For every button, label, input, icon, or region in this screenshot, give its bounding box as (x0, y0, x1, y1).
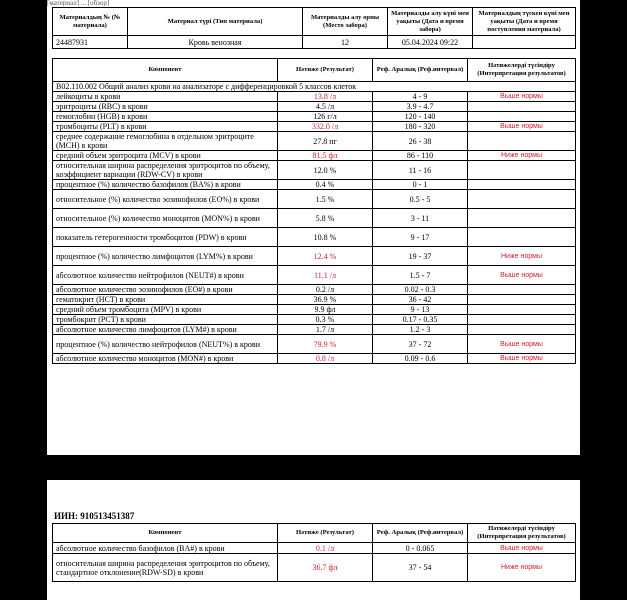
reference-range: 0.09 - 0.6 (373, 354, 468, 364)
component-name: среднее содержание гемоглобина в отдельном эритроците (MCH) в крови (53, 132, 278, 151)
table-row (53, 285, 576, 295)
table-row (53, 190, 576, 209)
reference-range: 120 - 140 (373, 112, 468, 122)
component-name: показатель гетерогенности тромбоцитов (PDW) в крови (53, 228, 278, 247)
component-name: лейкоциты в крови (53, 92, 278, 102)
col-ref-2: Реф. Аралық (Реф.интервал) (373, 524, 468, 543)
table-row (53, 209, 576, 228)
component-name: абсолютное количество лимфоцитов (LYM#) в крови (53, 325, 278, 335)
table-row (53, 295, 576, 305)
interpretation-note (468, 295, 576, 305)
interpretation-note (468, 209, 576, 228)
interpretation-note: Выше нормы (468, 335, 576, 354)
section-title: B02.110.002 Общий анализ крови на анализаторе с дифференцировкой 5 классов клеток (53, 82, 576, 92)
table-row (53, 354, 576, 364)
result-value: 79.9 % (278, 335, 373, 354)
report-page-2 (47, 480, 580, 600)
interpretation-note: Выше нормы (468, 92, 576, 102)
component-name: средний объем тромбоцита (MPV) в крови (53, 305, 278, 315)
result-value: 10.8 % (278, 228, 373, 247)
col-place: Материалды алу орны (Место забора) (303, 8, 388, 36)
interpretation-note: Ниже нормы (468, 151, 576, 161)
reference-range: 0.5 - 5 (373, 190, 468, 209)
col-material-no: Материалдың № (№ материала) (53, 8, 128, 36)
results-table-2 (52, 523, 576, 582)
component-name: средний объем эритроцита (MCV) в крови (53, 151, 278, 161)
torn-header-text: [материал] ... [обзор] (47, 0, 110, 6)
col-interp: Нәтижелерді түсіндіру (Интерпретация результатов) (468, 59, 576, 82)
material-no: 24487931 (53, 36, 128, 49)
component-name: абсолютное количество базофилов (BA#) в крови (53, 543, 278, 554)
table-row (53, 247, 576, 266)
col-interp-2: Нәтижелерді түсіндіру (Интерпретация результатов) (468, 524, 576, 543)
table-row (53, 102, 576, 112)
interpretation-note (468, 305, 576, 315)
reference-range: 0 - 1 (373, 180, 468, 190)
col-ref: Реф. Аралық (Реф.интервал) (373, 59, 468, 82)
interpretation-note: Выше нормы (468, 266, 576, 285)
interpretation-note (468, 161, 576, 180)
reference-range: 3.9 - 4.7 (373, 102, 468, 112)
reference-range: 26 - 38 (373, 132, 468, 151)
table-row (53, 554, 576, 582)
result-value: 0.1 /л (278, 543, 373, 554)
reference-range: 19 - 37 (373, 247, 468, 266)
component-name: процентное (%) количество лимфоцитов (LYM%) в крови (53, 247, 278, 266)
place: 12 (303, 36, 388, 49)
col-datetime: Материалды алу күні мен уақыты (Дата и время забора) (388, 8, 473, 36)
result-value: 332.0 /л (278, 122, 373, 132)
table-row (53, 305, 576, 315)
col-material-type: Материал түрі (Тип материала) (128, 8, 303, 36)
table-row (53, 161, 576, 180)
interpretation-note: Выше нормы (468, 122, 576, 132)
interpretation-note: Ниже нормы (468, 247, 576, 266)
result-value: 0.4 % (278, 180, 373, 190)
table-row (53, 543, 576, 554)
component-name: относительная ширина распределения эритроцитов по объему, стандартное отклонение(RDW-SD) в крови (53, 554, 278, 582)
interpretation-note (468, 112, 576, 122)
interpretation-note (468, 325, 576, 335)
result-value: 81.5 фл (278, 151, 373, 161)
component-name: процентное (%) количество базофилов (BA%) в крови (53, 180, 278, 190)
table-row (53, 315, 576, 325)
component-name: тромбоциты (PLT) в крови (53, 122, 278, 132)
reference-range: 11 - 16 (373, 161, 468, 180)
reference-range: 180 - 320 (373, 122, 468, 132)
table-row (53, 335, 576, 354)
component-name: относительное (%) количество моноцитов (MON%) в крови (53, 209, 278, 228)
component-name: тромбокрит (PCT) в крови (53, 315, 278, 325)
interpretation-note (468, 285, 576, 295)
result-value: 27.8 пг (278, 132, 373, 151)
result-value: 36.9 % (278, 295, 373, 305)
interpretation-note (468, 132, 576, 151)
table-row (53, 325, 576, 335)
table-row (53, 266, 576, 285)
col-result: Нәтиже (Результат) (278, 59, 373, 82)
component-name: относительная ширина распределения эритроцитов по объему, коэффициент вариации (RDW-CV) в крови (53, 161, 278, 180)
material-type: Кровь венозная (128, 36, 303, 49)
result-value: 12.4 % (278, 247, 373, 266)
result-value: 0.8 /л (278, 354, 373, 364)
reference-range: 0.02 - 0.3 (373, 285, 468, 295)
col-receipt: Материалдың түскен күні мен уақыты (Дата и время поступления материала) (473, 8, 576, 36)
result-value: 126 г/л (278, 112, 373, 122)
sample-values-row (53, 36, 576, 49)
col-component-2: Компонент (53, 524, 278, 543)
table-row (53, 92, 576, 102)
reference-range: 1.5 - 7 (373, 266, 468, 285)
component-name: относительное (%) количество эозинофилов (EO%) в крови (53, 190, 278, 209)
table-row (53, 228, 576, 247)
reference-range: 0.17 - 0.35 (373, 315, 468, 325)
interpretation-note: Выше нормы (468, 543, 576, 554)
reference-range: 1.2 - 3 (373, 325, 468, 335)
interpretation-note (468, 102, 576, 112)
table-row (53, 112, 576, 122)
reference-range: 4 - 9 (373, 92, 468, 102)
receipt (473, 36, 576, 49)
component-name: процентное (%) количество нейтрофилов (NEUT%) в крови (53, 335, 278, 354)
interpretation-note (468, 190, 576, 209)
datetime: 05.04.2024 09:22 (388, 36, 473, 49)
result-value: 11.1 /л (278, 266, 373, 285)
component-name: абсолютное количество эозинофилов (EO#) в крови (53, 285, 278, 295)
col-result-2: Нәтиже (Результат) (278, 524, 373, 543)
result-value: 36.7 фл (278, 554, 373, 582)
table-row (53, 132, 576, 151)
result-value: 9.9 фл (278, 305, 373, 315)
report-page-1 (47, 0, 580, 455)
result-value: 4.5 /л (278, 102, 373, 112)
iin-label: ИИН: 910513451387 (54, 511, 135, 521)
component-name: абсолютное количество моноцитов (MON#) в крови (53, 354, 278, 364)
table-row (53, 122, 576, 132)
results-table (52, 58, 576, 364)
result-value: 13.8 /л (278, 92, 373, 102)
interpretation-note: Выше нормы (468, 354, 576, 364)
interpretation-note: Ниже нормы (468, 554, 576, 582)
results-header-row (53, 59, 576, 82)
interpretation-note (468, 228, 576, 247)
sample-header-row (53, 8, 576, 36)
result-value: 5.8 % (278, 209, 373, 228)
interpretation-note (468, 180, 576, 190)
result-value: 12.0 % (278, 161, 373, 180)
reference-range: 37 - 72 (373, 335, 468, 354)
component-name: гематокрит (HCT) в крови (53, 295, 278, 305)
component-name: эритроциты (RBC) в крови (53, 102, 278, 112)
results-header-row-2 (53, 524, 576, 543)
result-value: 1.7 /л (278, 325, 373, 335)
result-value: 0.2 /л (278, 285, 373, 295)
reference-range: 0 - 0.065 (373, 543, 468, 554)
reference-range: 36 - 42 (373, 295, 468, 305)
table-row (53, 180, 576, 190)
interpretation-note (468, 315, 576, 325)
reference-range: 37 - 54 (373, 554, 468, 582)
col-component: Компонент (53, 59, 278, 82)
section-title-row (53, 82, 576, 92)
sample-info-table (52, 7, 576, 49)
component-name: гемоглобин (HGB) в крови (53, 112, 278, 122)
reference-range: 9 - 13 (373, 305, 468, 315)
component-name: абсолютное количество нейтрофилов (NEUT#) в крови (53, 266, 278, 285)
reference-range: 3 - 11 (373, 209, 468, 228)
result-value: 1.5 % (278, 190, 373, 209)
table-row (53, 151, 576, 161)
reference-range: 9 - 17 (373, 228, 468, 247)
reference-range: 86 - 110 (373, 151, 468, 161)
result-value: 0.3 % (278, 315, 373, 325)
